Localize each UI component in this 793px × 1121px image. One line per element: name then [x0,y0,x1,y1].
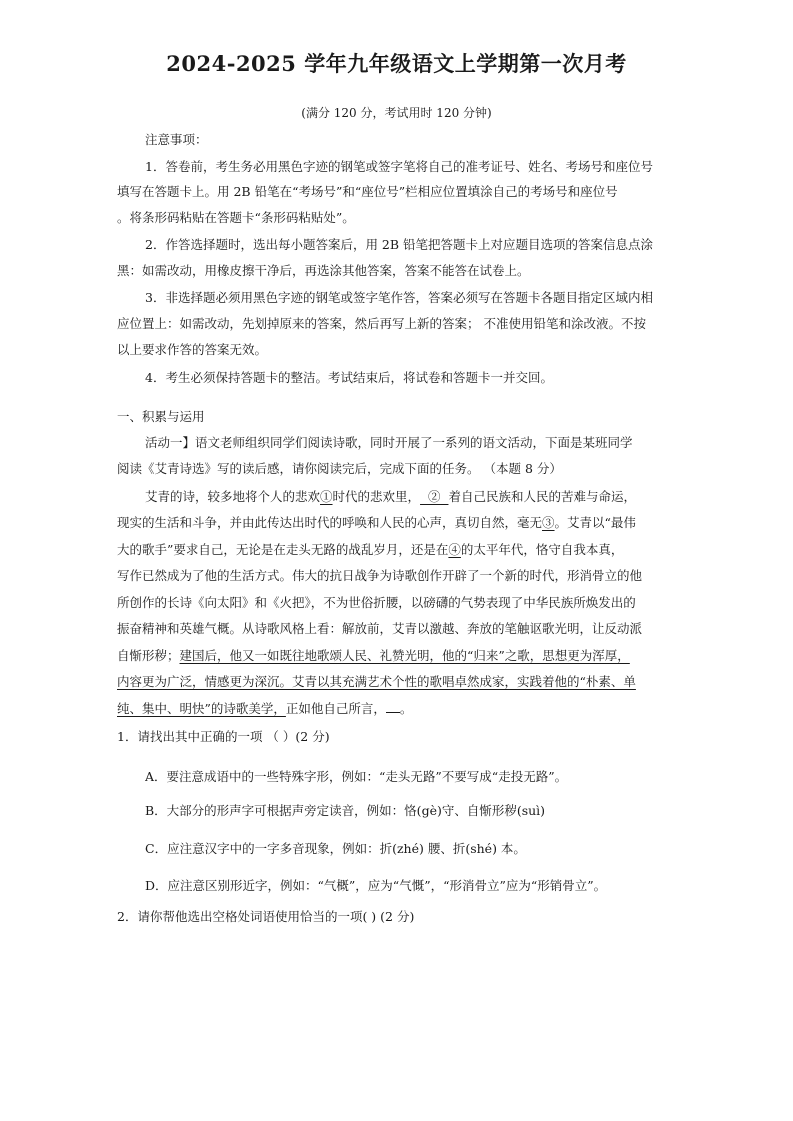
passage-text: 。 [399,701,413,716]
notice-line: 1．答卷前，考生务必用黑色字迹的钢笔或签字笔将自己的准考证号、姓名、考场号和座位号 [145,159,653,174]
passage-line [117,699,677,719]
notice-line: 黑：如需改动，用橡皮擦干净后，再选涂其他答案，答案不能答在试卷上。 [117,263,530,278]
notice-heading: 注意事项： [145,132,208,147]
passage-text: 大的歌手”要求自己，无论是在走头无路的战乱岁月，还是在 [117,542,449,557]
notice-line: 4．考生必须保持答题卡的整洁。考试结束后，将试卷和答题卡一并交回。 [145,370,553,385]
passage-line [145,487,677,507]
blank-marker-1: ① [320,489,333,504]
question-1-stem: 1．请找出其中正确的一项 （ ）(2 分) [117,729,330,744]
passage-text: 时代的悲欢里， [332,489,421,504]
passage-text: 正如他自己所言， [285,701,386,716]
notice-line: 。将条形码粘贴在答题卡“条形码粘贴处”。 [117,210,355,225]
passage-line [117,540,677,560]
blank-marker-4: ④ [448,542,461,557]
question-1-option-d: D．应注意区别形近字，例如：“气概”，应为“气慨”，“形消骨立”应为“形销骨立”。 [145,878,607,893]
question-2-stem: 2．请你帮他选出空格处词语使用恰当的一项( ) (2 分) [117,909,415,924]
notice-line: 应位置上：如需改动，先划掉原来的答案，然后再写上新的答案； 不准使用铅笔和涂改液。不按 [117,316,646,331]
passage-text: 。艾青以“最伟 [554,515,636,530]
underlined-passage-line: 内容更为广泛，情感更为深沉。艾青以其充满艺术个性的歌唱卓然成家，实践着他的“朴素、单 [117,674,636,689]
answer-blank [386,699,400,713]
question-1-option-b: B．大部分的形声字可根据声旁定读音，例如：恪(gè)守、自惭形秽(suì) [145,803,546,818]
section-heading: 一、积累与运用 [117,409,205,424]
passage-text: 的太平年代，恪守自我本真， [460,542,624,557]
passage-line: 振奋精神和英雄气概。从诗歌风格上看：解放前，艾青以激越、奔放的笔触讴歌光明，让反动派 [117,621,643,636]
activity-line: 活动一】语文老师组织同学们阅读诗歌，同时开展了一系列的语文活动，下面是某班同学 [145,435,633,450]
passage-line [117,646,677,666]
passage-text: 艾青的诗，较多地将个人的悲欢 [145,489,321,504]
passage-line: 写作已然成为了他的生活方式。伟大的抗日战争为诗歌创作开辟了一个新的时代，形消骨立的他 [117,568,643,583]
exam-subtitle: (满分 120 分，考试用时 120 分钟) [301,106,492,120]
question-1-option-a: A．要注意成语中的一些特殊字形，例如：“走头无路”不要写成“走投无路”。 [145,769,568,784]
activity-line: 阅读《艾青诗选》写的读后感，请你阅读完后，完成下面的任务。 （本题 8 分） [117,461,562,476]
passage-text: 着自己民族和人民的苦难与命运， [448,489,636,504]
notice-line: 2．作答选择题时，选出每小题答案后，用 2B 铅笔把答题卡上对应题目选项的答案信息点涂 [145,237,654,252]
notice-line: 3．非选择题必须用黑色字迹的钢笔或签字笔作答，答案必须写在答题卡各题目指定区域内相 [145,290,653,305]
passage-text: 现实的生活和斗争，并由此传达出时代的呼唤和人民的心声，真切自然，毫无 [117,515,543,530]
blank-marker-3: ③ [542,515,555,530]
notice-line: 以上要求作答的答案无效。 [117,342,268,357]
blank-marker-2: ② [428,489,441,504]
underlined-text: 纯、集中、明快”的诗歌美学， [117,701,286,716]
exam-title: 2024-2025 学年九年级语文上学期第一次月考 [166,51,627,76]
passage-text: 自惭形秽； [117,648,180,663]
passage-line: 所创作的长诗《向太阳》和《火把》，不为世俗折腰，以磅礴的气势表现了中华民族所焕发出的 [117,595,636,610]
passage-line [117,513,677,533]
question-1-option-c: C．应注意汉字中的一字多音现象，例如：折(zhé) 腰、折(shé) 本。 [145,841,526,856]
notice-line: 填写在答题卡上。用 2B 铅笔在“考场号”和“座位号”栏相应位置填涂自己的考场号和座位号 [117,184,618,199]
underlined-text: 建国后，他又一如既往地歌颂人民、礼赞光明，他的“归来”之歌，思想更为浑厚， [179,648,630,663]
